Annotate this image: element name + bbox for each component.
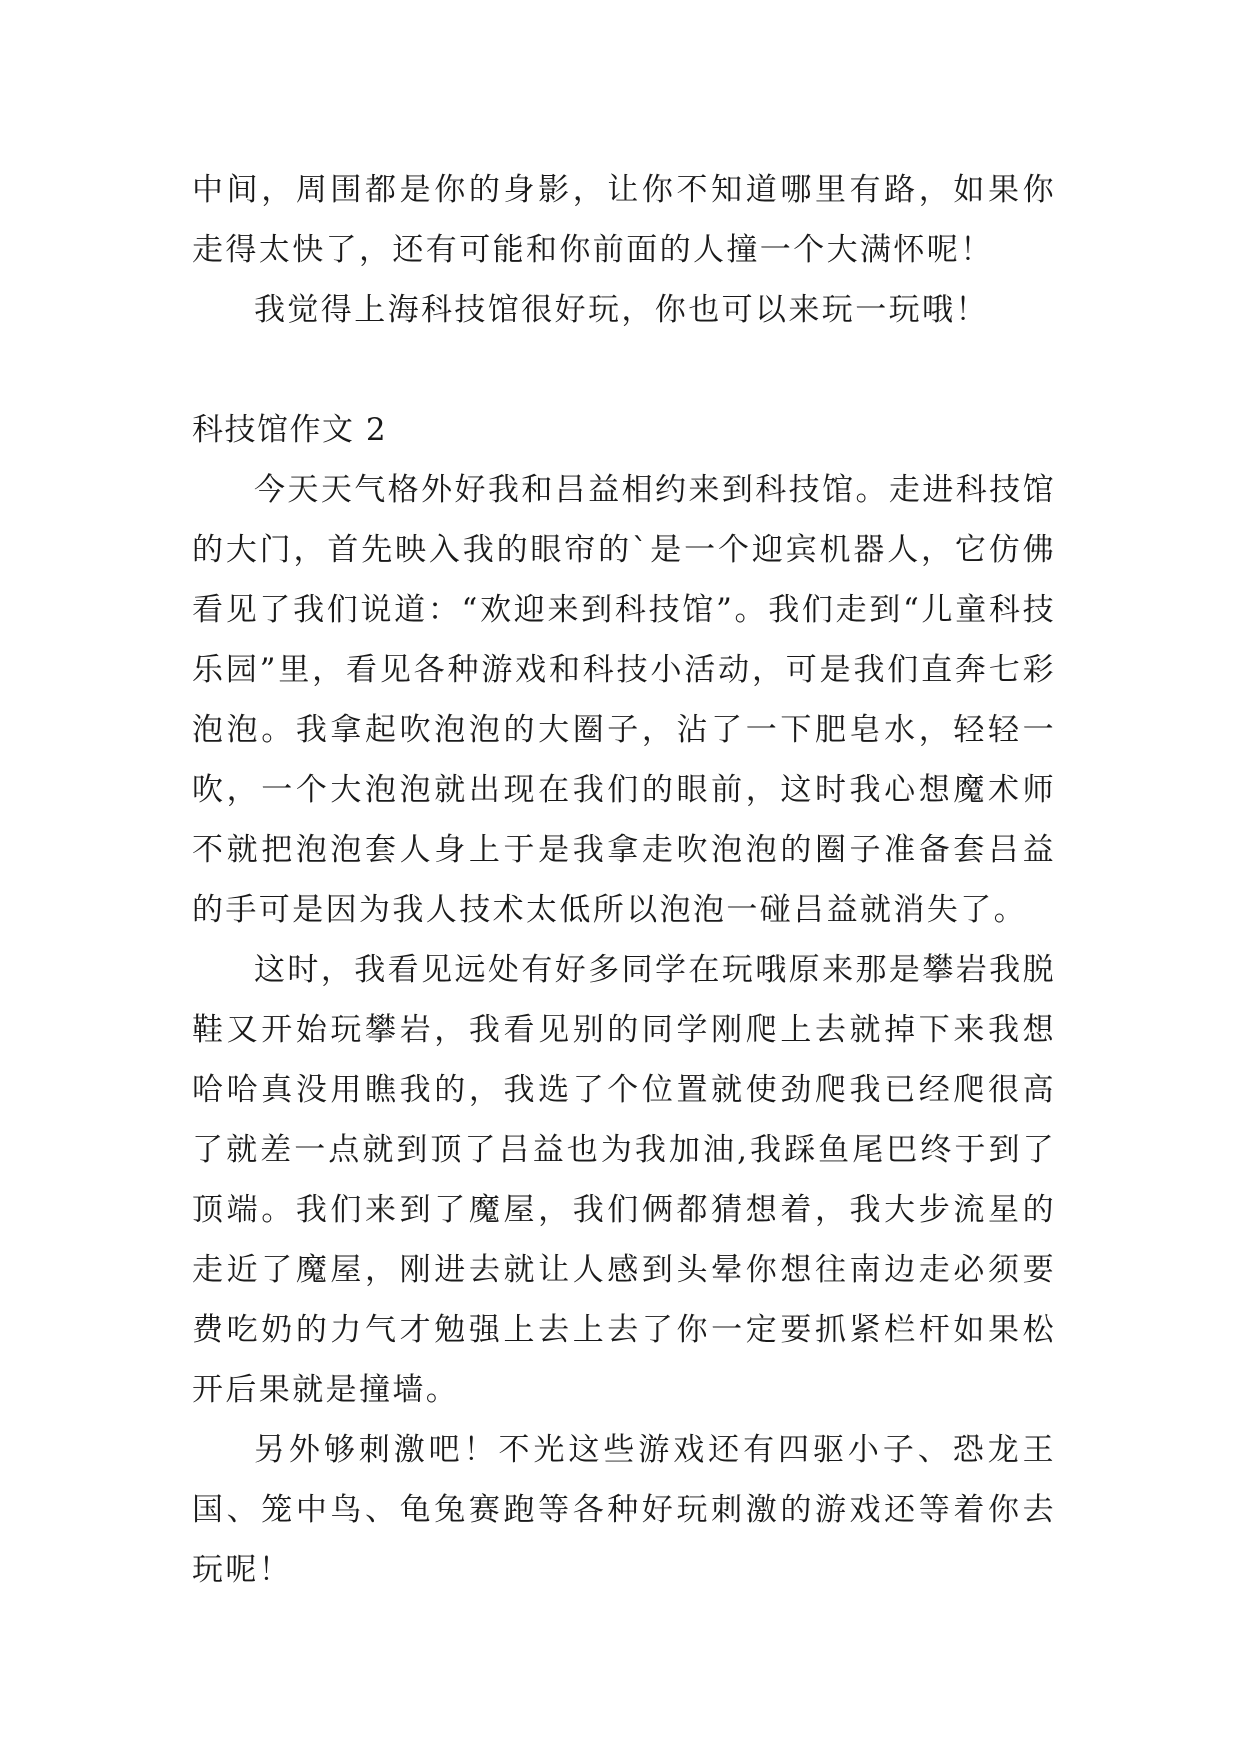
document-content	[192, 160, 1056, 1600]
paragraph-conclusion: 我觉得上海科技馆很好玩，你也可以来玩一玩哦！	[254, 292, 989, 328]
paragraph-body-1: 今天天气格外好我和吕益相约来到科技馆。走进科技馆的大门，首先映入我的眼帘的`是一个迎宾机器人，它仿佛看见了我们说道：“欢迎来到科技馆”。我们走到“儿童科技乐园”里，看见各种游戏和科技小活动，可是我们直奔七彩泡泡。我拿起吹泡泡的大圈子，沾了一下肥皂水，轻轻一吹，一个大泡泡就出现在我们的眼前，这时我心想魔术师不就把泡泡套人身上于是我拿走吹泡泡的圈子准备套吕益的手可是因为我人技术太低所以泡泡一碰吕益就消失了。	[192, 472, 1056, 928]
paragraph-body-3: 另外够刺激吧！不光这些游戏还有四驱小子、恐龙王国、笼中鸟、龟兔赛跑等各种好玩刺激的游戏还等着你去玩呢！	[192, 1432, 1056, 1588]
section-title: 科技馆作文 2	[192, 412, 388, 448]
paragraph-continued: 中间，周围都是你的身影，让你不知道哪里有路，如果你走得太快了，还有可能和你前面的人撞一个大满怀呢！	[192, 172, 1056, 268]
paragraph-body-2: 这时，我看见远处有好多同学在玩哦原来那是攀岩我脱鞋又开始玩攀岩，我看见别的同学刚爬上去就掉下来我想哈哈真没用瞧我的，我选了个位置就使劲爬我已经爬很高了就差一点就到顶了吕益也为我加油,我踩鱼尾巴终于到了顶端。我们来到了魔屋，我们俩都猜想着，我大步流星的走近了魔屋，刚进去就让人感到头晕你想往南边走必须要费吃奶的力气才勉强上去上去了你一定要抓紧栏杆如果松开后果就是撞墙。	[192, 952, 1056, 1408]
